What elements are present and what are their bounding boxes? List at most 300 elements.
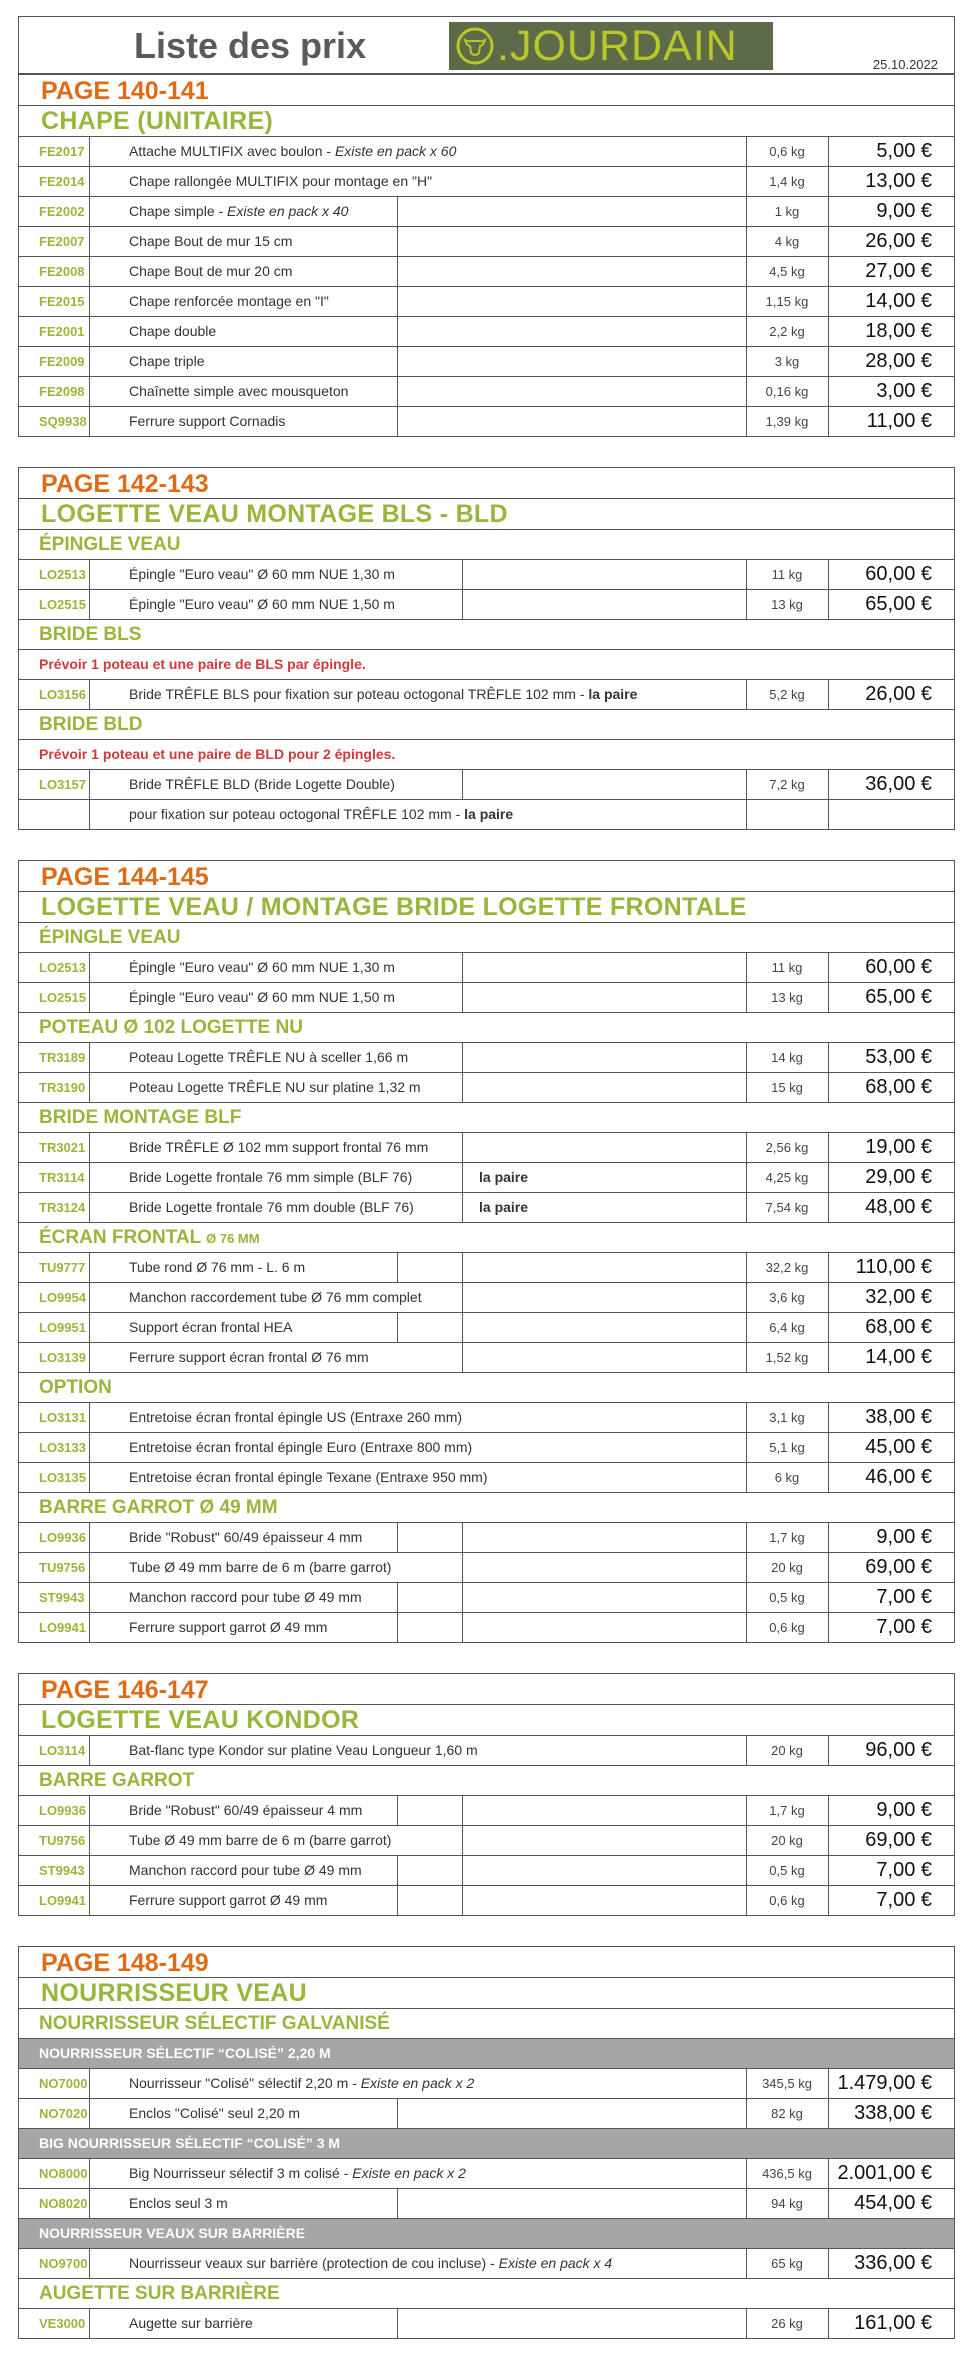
product-description <box>129 1583 362 1612</box>
subsection-heading <box>19 530 954 560</box>
product-weight: 1,52 kg <box>765 1350 809 1365</box>
product-weight: 0,16 kg <box>765 384 809 399</box>
column-divider <box>828 287 829 316</box>
product-weight: 11 kg <box>771 567 803 582</box>
column-divider <box>462 953 463 982</box>
product-code: LO3135 <box>39 1470 86 1485</box>
product-price: 26,00 € <box>865 683 932 705</box>
column-divider <box>397 317 398 346</box>
column-divider <box>89 560 90 589</box>
table-row <box>19 257 954 287</box>
pack-info: Existe en pack x 4 <box>498 2255 613 2271</box>
product-description <box>129 1133 428 1162</box>
column-divider <box>462 1553 463 1582</box>
table-row <box>19 590 954 620</box>
column-divider <box>89 1313 90 1342</box>
column-divider <box>828 257 829 286</box>
table-row <box>19 1886 954 1915</box>
column-divider <box>828 1343 829 1372</box>
product-weight: 94 kg <box>771 2196 803 2211</box>
product-price: 2.001,00 € <box>837 2162 932 2184</box>
product-weight: 65 kg <box>771 2256 803 2271</box>
column-divider <box>89 1613 90 1642</box>
subsection-text: AUGETTE SUR BARRIÈRE <box>39 2283 280 2304</box>
column-divider <box>828 1736 829 1765</box>
logo-text: .JOURDAIN <box>497 22 738 70</box>
subsection-heading <box>19 923 954 953</box>
product-weight: 20 kg <box>771 1743 803 1758</box>
column-divider <box>462 1826 463 1855</box>
description-text: Enclos "Colisé" seul 2,20 m <box>129 2105 301 2121</box>
subsection-heading <box>19 1493 954 1523</box>
column-divider <box>397 1613 398 1642</box>
table-row <box>19 227 954 257</box>
product-weight: 5,2 kg <box>769 687 805 702</box>
product-price: 48,00 € <box>865 1196 932 1218</box>
product-weight: 1 kg <box>774 204 800 219</box>
column-divider <box>89 227 90 256</box>
product-weight: 1,15 kg <box>765 294 809 309</box>
product-description <box>129 2069 474 2098</box>
product-price: 7,00 € <box>876 1889 932 1911</box>
page-label: PAGE 140-141 <box>19 74 954 106</box>
table-row <box>19 1403 954 1433</box>
column-divider <box>462 1613 463 1642</box>
product-weight: 13 kg <box>771 597 803 612</box>
description-text: Bride Logette frontale 76 mm simple (BLF 76) <box>129 1169 413 1185</box>
table-row <box>19 680 954 710</box>
table-row <box>19 1163 954 1193</box>
description-text: Entretoise écran frontal épingle Euro (Entraxe 800 mm) <box>129 1439 473 1455</box>
subsection-text: BRIDE MONTAGE BLF <box>39 1107 242 1128</box>
product-price: 38,00 € <box>865 1406 932 1428</box>
product-price: 65,00 € <box>865 593 932 615</box>
pair-info: la paire <box>464 806 514 822</box>
column-divider <box>828 1523 829 1552</box>
column-divider <box>397 1886 398 1915</box>
product-weight: 20 kg <box>771 1833 803 1848</box>
product-price: 338,00 € <box>854 2102 932 2124</box>
product-weight: 436,5 kg <box>762 2166 812 2181</box>
column-divider <box>397 2189 398 2218</box>
column-divider <box>397 377 398 406</box>
subsection-heading <box>19 2009 954 2039</box>
description-text: Chape simple - <box>129 203 228 219</box>
product-weight: 4,5 kg <box>769 264 805 279</box>
column-divider <box>89 1193 90 1222</box>
pack-info: Existe en pack x 40 <box>227 203 349 219</box>
table-row <box>19 347 954 377</box>
document-header <box>18 16 955 73</box>
product-code: ST9943 <box>39 1590 85 1605</box>
column-divider <box>828 1583 829 1612</box>
table-row <box>19 800 954 829</box>
column-divider <box>828 1856 829 1885</box>
product-price: 65,00 € <box>865 986 932 1008</box>
column-divider <box>89 1523 90 1552</box>
subsection-heading <box>19 1373 954 1403</box>
column-divider <box>89 1403 90 1432</box>
column-divider <box>828 137 829 166</box>
column-divider <box>89 770 90 799</box>
category-bar: BIG NOURRISSEUR SÉLECTIF “COLISÉ” 3 M <box>19 2129 954 2159</box>
page-label: PAGE 148-149 <box>19 1947 954 1978</box>
product-price: 7,00 € <box>876 1616 932 1638</box>
column-divider <box>89 1736 90 1765</box>
description-text: pour fixation sur poteau octogonal TRÊFLE 102 mm - <box>129 806 465 822</box>
column-divider <box>462 1253 463 1282</box>
column-divider <box>89 347 90 376</box>
product-code: LO9936 <box>39 1530 86 1545</box>
product-price: 69,00 € <box>865 1556 932 1578</box>
column-divider <box>462 1283 463 1312</box>
subsection-heading <box>19 1766 954 1796</box>
product-code: TR3124 <box>39 1200 86 1215</box>
column-divider <box>828 1283 829 1312</box>
product-weight: 7,54 kg <box>765 1200 809 1215</box>
product-weight: 3 kg <box>774 354 800 369</box>
table-row <box>19 2069 954 2099</box>
column-divider <box>828 983 829 1012</box>
price-list-document <box>18 16 955 2369</box>
table-row <box>19 317 954 347</box>
product-weight: 32,2 kg <box>765 1260 809 1275</box>
product-weight: 6,4 kg <box>769 1320 805 1335</box>
product-price: 454,00 € <box>854 2192 932 2214</box>
description-text: Ferrure support écran frontal Ø 76 mm <box>129 1349 369 1365</box>
product-price: 161,00 € <box>854 2312 932 2334</box>
subsection-heading <box>19 1223 954 1253</box>
description-text: Épingle "Euro veau" Ø 60 mm NUE 1,50 m <box>129 989 395 1005</box>
table-row <box>19 1523 954 1553</box>
price-section <box>18 73 955 437</box>
product-description <box>129 1343 369 1372</box>
column-divider <box>397 1253 398 1282</box>
product-code: LO3156 <box>39 687 86 702</box>
product-price: 9,00 € <box>876 200 932 222</box>
column-divider <box>828 2159 829 2188</box>
product-description <box>129 137 456 166</box>
page-label: PAGE 144-145 <box>19 861 954 892</box>
description-text: Chape Bout de mur 15 cm <box>129 233 293 249</box>
column-divider <box>828 2069 829 2098</box>
column-divider <box>828 1553 829 1582</box>
product-price: 3,00 € <box>876 380 932 402</box>
product-weight: 1,7 kg <box>769 1803 805 1818</box>
description-text: Épingle "Euro veau" Ø 60 mm NUE 1,50 m <box>129 596 395 612</box>
pair-label: la paire <box>479 1199 529 1215</box>
product-weight: 1,7 kg <box>769 1530 805 1545</box>
subsection-text: BRIDE BLS <box>39 624 142 645</box>
subsection-subtext: Ø 76 MM <box>206 1231 260 1246</box>
pack-info: Existe en pack x 2 <box>360 2075 475 2091</box>
column-divider <box>397 257 398 286</box>
column-divider <box>89 1553 90 1582</box>
product-code: TR3189 <box>39 1050 86 1065</box>
product-description <box>129 347 205 376</box>
product-description <box>129 257 292 286</box>
product-description <box>129 1253 305 1282</box>
column-divider <box>462 983 463 1012</box>
column-divider <box>828 2249 829 2278</box>
product-description <box>129 167 432 196</box>
pair-info: la paire <box>588 686 638 702</box>
product-description <box>129 1073 421 1102</box>
description-text: Bride "Robust" 60/49 épaisseur 4 mm <box>129 1529 363 1545</box>
product-code: LO9936 <box>39 1803 86 1818</box>
column-divider <box>828 1433 829 1462</box>
table-row <box>19 1043 954 1073</box>
column-divider <box>828 1073 829 1102</box>
column-divider <box>89 680 90 709</box>
product-description <box>129 1193 414 1222</box>
table-row <box>19 1856 954 1886</box>
product-weight: 0,5 kg <box>769 1863 805 1878</box>
product-code: LO2515 <box>39 597 86 612</box>
column-divider <box>397 1313 398 1342</box>
product-code: LO2513 <box>39 960 86 975</box>
product-price: 1.479,00 € <box>837 2072 932 2094</box>
column-divider <box>828 1796 829 1825</box>
product-code: LO3133 <box>39 1440 86 1455</box>
subsection-text: NOURRISSEUR SÉLECTIF GALVANISÉ <box>39 2013 390 2034</box>
column-divider <box>828 1313 829 1342</box>
column-divider <box>828 167 829 196</box>
column-divider <box>828 227 829 256</box>
product-code: FE2017 <box>39 144 85 159</box>
column-divider <box>828 770 829 799</box>
product-code: LO2515 <box>39 990 86 1005</box>
column-divider <box>828 680 829 709</box>
column-divider <box>397 1583 398 1612</box>
product-price: 336,00 € <box>854 2252 932 2274</box>
subsection-heading <box>19 620 954 650</box>
product-price: 14,00 € <box>865 290 932 312</box>
product-description <box>129 197 348 226</box>
product-description <box>129 1886 327 1915</box>
column-divider <box>89 1433 90 1462</box>
product-description <box>129 560 395 589</box>
warning-note: Prévoir 1 poteau et une paire de BLD pour 2 épingles. <box>19 740 954 770</box>
product-price: 7,00 € <box>876 1859 932 1881</box>
column-divider <box>828 590 829 619</box>
product-description <box>129 1313 292 1342</box>
column-divider <box>89 590 90 619</box>
product-code: LO9954 <box>39 1290 86 1305</box>
table-row <box>19 407 954 436</box>
product-description <box>129 1043 408 1072</box>
table-row <box>19 1133 954 1163</box>
product-code: NO7000 <box>39 2076 88 2091</box>
description-text: Tube Ø 49 mm barre de 6 m (barre garrot) <box>129 1559 392 1575</box>
description-text: Manchon raccord pour tube Ø 49 mm <box>129 1862 362 1878</box>
column-divider <box>828 1826 829 1855</box>
product-code: TR3021 <box>39 1140 86 1155</box>
column-divider <box>397 347 398 376</box>
section-title: CHAPE (UNITAIRE) <box>19 106 954 137</box>
column-divider <box>828 377 829 406</box>
column-divider <box>828 560 829 589</box>
product-code: VE3000 <box>39 2316 86 2331</box>
description-text: Augette sur barrière <box>129 2315 253 2331</box>
table-row <box>19 2309 954 2338</box>
table-row <box>19 377 954 407</box>
page-label: PAGE 142-143 <box>19 468 954 499</box>
product-price: 18,00 € <box>865 320 932 342</box>
product-weight: 2,2 kg <box>769 324 805 339</box>
product-description <box>129 800 513 829</box>
column-divider <box>397 2099 398 2128</box>
product-description <box>129 287 329 316</box>
product-code: TR3114 <box>39 1170 85 1185</box>
section-title: LOGETTE VEAU KONDOR <box>19 1705 954 1736</box>
product-weight: 20 kg <box>771 1560 803 1575</box>
column-divider <box>397 1796 398 1825</box>
table-row <box>19 2189 954 2219</box>
product-description <box>129 1826 391 1855</box>
product-description <box>129 227 292 256</box>
column-divider <box>89 1826 90 1855</box>
column-divider <box>397 197 398 226</box>
product-code: LO3139 <box>39 1350 86 1365</box>
product-price: 110,00 € <box>855 1256 932 1278</box>
column-divider <box>89 1343 90 1372</box>
column-divider <box>828 317 829 346</box>
column-divider <box>89 1043 90 1072</box>
product-description <box>129 2189 228 2218</box>
column-divider <box>397 287 398 316</box>
product-description <box>129 1403 462 1432</box>
column-divider <box>89 2099 90 2128</box>
category-bar: NOURRISSEUR SÉLECTIF “COLISÉ” 2,20 M <box>19 2039 954 2069</box>
jourdain-logo <box>449 22 773 70</box>
product-price: 11,00 € <box>866 410 932 432</box>
subsection-heading <box>19 2279 954 2309</box>
product-code: FE2008 <box>39 264 85 279</box>
description-text: Épingle "Euro veau" Ø 60 mm NUE 1,30 m <box>129 959 395 975</box>
product-description <box>129 1553 391 1582</box>
table-row <box>19 1433 954 1463</box>
column-divider <box>828 2099 829 2128</box>
product-price: 36,00 € <box>865 773 932 795</box>
table-row <box>19 983 954 1013</box>
table-row <box>19 953 954 983</box>
column-divider <box>462 560 463 589</box>
column-divider <box>828 1403 829 1432</box>
description-text: Manchon raccord pour tube Ø 49 mm <box>129 1589 362 1605</box>
product-price: 45,00 € <box>865 1436 932 1458</box>
table-row <box>19 1796 954 1826</box>
table-row <box>19 1583 954 1613</box>
table-row <box>19 2099 954 2129</box>
pack-info: Existe en pack x 2 <box>352 2165 466 2181</box>
column-divider <box>89 1463 90 1492</box>
product-price: 68,00 € <box>865 1076 932 1098</box>
description-text: Chape renforcée montage en "I" <box>129 293 329 309</box>
description-text: Ferrure support garrot Ø 49 mm <box>129 1892 328 1908</box>
description-text: Entretoise écran frontal épingle US (Entraxe 260 mm) <box>129 1409 463 1425</box>
description-text: Chape double <box>129 323 217 339</box>
product-weight: 13 kg <box>771 990 803 1005</box>
description-text: Poteau Logette TRÊFLE NU sur platine 1,32 m <box>129 1079 421 1095</box>
column-divider <box>828 347 829 376</box>
product-weight: 2,56 kg <box>765 1140 809 1155</box>
product-code: NO8020 <box>39 2196 88 2211</box>
product-code: LO3114 <box>39 1743 86 1758</box>
product-weight: 82 kg <box>771 2106 803 2121</box>
column-divider <box>89 800 90 829</box>
subsection-text: BRIDE BLD <box>39 714 143 735</box>
product-code: LO9951 <box>39 1320 86 1335</box>
product-weight: 4,25 kg <box>765 1170 809 1185</box>
description-text: Ferrure support Cornadis <box>129 413 286 429</box>
column-divider <box>89 377 90 406</box>
table-row <box>19 770 954 800</box>
description-text: Support écran frontal HEA <box>129 1319 293 1335</box>
product-price: 28,00 € <box>865 350 932 372</box>
product-weight: 7,2 kg <box>769 777 805 792</box>
product-price: 60,00 € <box>865 563 932 585</box>
product-code: TU9756 <box>39 1560 86 1575</box>
column-divider <box>828 1133 829 1162</box>
column-divider <box>89 1796 90 1825</box>
pack-info: Existe en pack x 60 <box>334 143 457 159</box>
column-divider <box>89 2069 90 2098</box>
description-text: Poteau Logette TRÊFLE NU à sceller 1,66 m <box>129 1049 409 1065</box>
column-divider <box>828 407 829 436</box>
column-divider <box>462 1193 463 1222</box>
product-price: 96,00 € <box>865 1739 932 1761</box>
product-weight: 345,5 kg <box>762 2076 812 2091</box>
product-price: 29,00 € <box>865 1166 932 1188</box>
column-divider <box>462 1796 463 1825</box>
product-code: TR3190 <box>39 1080 86 1095</box>
product-description <box>129 1796 362 1825</box>
column-divider <box>89 257 90 286</box>
column-divider <box>828 1253 829 1282</box>
product-description <box>129 1613 327 1642</box>
description-text: Nourrisseur veaux sur barrière (protection de cou incluse) - <box>129 2255 499 2271</box>
product-weight: 3,1 kg <box>769 1410 805 1425</box>
product-price: 60,00 € <box>865 956 932 978</box>
product-weight: 1,39 kg <box>765 414 809 429</box>
subsection-text: OPTION <box>39 1377 112 1398</box>
product-price: 19,00 € <box>865 1136 932 1158</box>
subsection-text: ÉPINGLE VEAU <box>39 534 181 555</box>
product-price: 13,00 € <box>865 170 932 192</box>
column-divider <box>397 1856 398 1885</box>
subsection-text: BARRE GARROT <box>39 1770 195 1791</box>
description-text: Chape rallongée MULTIFIX pour montage en "H" <box>129 173 433 189</box>
column-divider <box>828 2189 829 2218</box>
table-row <box>19 1463 954 1493</box>
description-text: Bride TRÊFLE BLD (Bride Logette Double) <box>129 776 395 792</box>
column-divider <box>462 1133 463 1162</box>
price-section <box>18 1673 955 1916</box>
category-bar: NOURRISSEUR VEAUX SUR BARRIÈRE <box>19 2219 954 2249</box>
column-divider <box>89 2159 90 2188</box>
column-divider <box>462 1043 463 1072</box>
subsection-text: POTEAU Ø 102 LOGETTE NU <box>39 1017 303 1038</box>
product-description <box>129 1163 412 1192</box>
column-divider <box>89 197 90 226</box>
product-weight: 6 kg <box>774 1470 800 1485</box>
column-divider <box>828 197 829 226</box>
product-weight: 3,6 kg <box>769 1290 805 1305</box>
column-divider <box>828 1463 829 1492</box>
product-description <box>129 1856 362 1885</box>
page-label: PAGE 146-147 <box>19 1674 954 1705</box>
